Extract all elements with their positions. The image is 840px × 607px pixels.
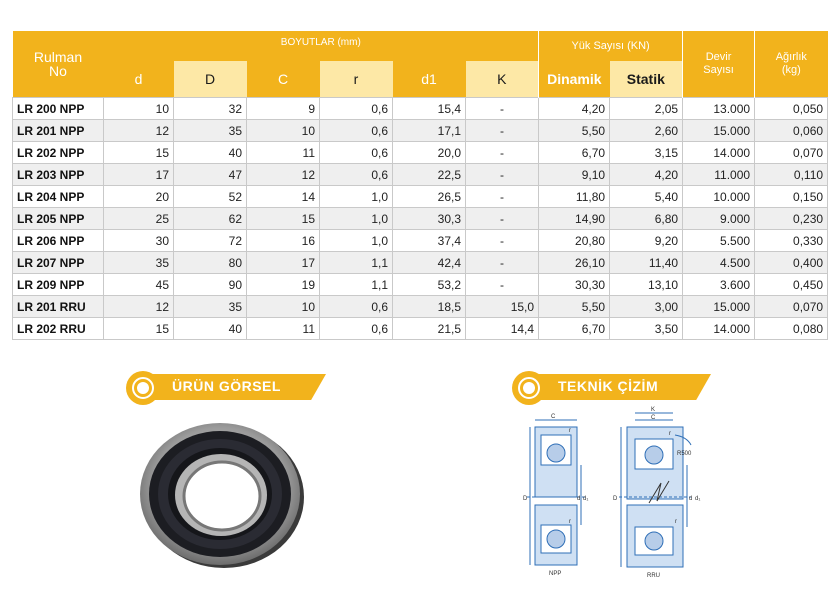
cell-stat: 3,00 bbox=[610, 296, 683, 318]
cell-d1: 21,5 bbox=[393, 318, 466, 340]
cell-d: 45 bbox=[104, 274, 174, 296]
bearing-code: LR 201 NPP bbox=[13, 120, 104, 142]
drawing-label-d1-npp: d₁ bbox=[583, 496, 589, 502]
cell-agirlik: 0,060 bbox=[755, 120, 828, 142]
cell-d1: 26,5 bbox=[393, 186, 466, 208]
header-col-d1: d1 bbox=[393, 61, 466, 98]
cell-K: - bbox=[466, 98, 539, 120]
drawing-label-r-npp: r bbox=[569, 428, 571, 434]
cell-d1: 37,4 bbox=[393, 230, 466, 252]
bearing-code: LR 200 NPP bbox=[13, 98, 104, 120]
header-rulman-no: Rulman No bbox=[13, 31, 104, 98]
cell-din: 4,20 bbox=[539, 98, 610, 120]
cell-din: 5,50 bbox=[539, 120, 610, 142]
cell-devir: 9.000 bbox=[683, 208, 755, 230]
cell-r: 0,6 bbox=[320, 142, 393, 164]
bearing-logo-icon bbox=[126, 371, 160, 405]
bearing-spec-table bbox=[12, 31, 828, 340]
table-row bbox=[13, 98, 828, 120]
cell-d1: 15,4 bbox=[393, 98, 466, 120]
cell-r: 0,6 bbox=[320, 318, 393, 340]
cell-din: 14,90 bbox=[539, 208, 610, 230]
cell-devir: 14.000 bbox=[683, 318, 755, 340]
cell-d1: 53,2 bbox=[393, 274, 466, 296]
table-row bbox=[13, 296, 828, 318]
cell-r: 1,0 bbox=[320, 208, 393, 230]
bearing-code: LR 203 NPP bbox=[13, 164, 104, 186]
cell-K: 14,4 bbox=[466, 318, 539, 340]
cell-d1: 17,1 bbox=[393, 120, 466, 142]
cell-D: 35 bbox=[174, 296, 247, 318]
cell-d1: 18,5 bbox=[393, 296, 466, 318]
cell-devir: 11.000 bbox=[683, 164, 755, 186]
table-row bbox=[13, 186, 828, 208]
header-col-r: r bbox=[320, 61, 393, 98]
bearing-code: LR 209 NPP bbox=[13, 274, 104, 296]
cell-K: - bbox=[466, 274, 539, 296]
cell-devir: 4.500 bbox=[683, 252, 755, 274]
cell-agirlik: 0,330 bbox=[755, 230, 828, 252]
cell-C: 10 bbox=[247, 120, 320, 142]
cell-d: 12 bbox=[104, 296, 174, 318]
cell-r: 0,6 bbox=[320, 164, 393, 186]
cell-stat: 4,20 bbox=[610, 164, 683, 186]
cell-agirlik: 0,070 bbox=[755, 296, 828, 318]
cell-D: 80 bbox=[174, 252, 247, 274]
cell-C: 10 bbox=[247, 296, 320, 318]
drawing-label-c-npp: C bbox=[551, 414, 556, 420]
cell-d: 30 bbox=[104, 230, 174, 252]
drawing-label-d-rru: d bbox=[689, 496, 693, 502]
cell-D: 35 bbox=[174, 120, 247, 142]
drawing-label-r500: R500 bbox=[677, 451, 692, 457]
cell-devir: 14.000 bbox=[683, 142, 755, 164]
cell-devir: 15.000 bbox=[683, 120, 755, 142]
bearing-code: LR 205 NPP bbox=[13, 208, 104, 230]
cell-stat: 13,10 bbox=[610, 274, 683, 296]
cell-stat: 11,40 bbox=[610, 252, 683, 274]
cell-din: 6,70 bbox=[539, 318, 610, 340]
drawing-label-D-npp: D bbox=[523, 496, 528, 502]
cell-C: 12 bbox=[247, 164, 320, 186]
cell-D: 52 bbox=[174, 186, 247, 208]
cell-devir: 10.000 bbox=[683, 186, 755, 208]
table-row bbox=[13, 252, 828, 274]
cell-C: 11 bbox=[247, 318, 320, 340]
urun-gorsel-title: ÜRÜN GÖRSEL bbox=[172, 378, 281, 394]
drawing-label-r-rru-bottom: r bbox=[675, 519, 677, 525]
table-row bbox=[13, 142, 828, 164]
bearing-spec-table-wrapper bbox=[12, 31, 828, 340]
cell-r: 0,6 bbox=[320, 120, 393, 142]
cell-C: 16 bbox=[247, 230, 320, 252]
technical-drawing bbox=[515, 405, 715, 580]
cell-d1: 30,3 bbox=[393, 208, 466, 230]
header-col-K: K bbox=[466, 61, 539, 98]
header-yuk-sayisi: Yük Sayısı (KN) bbox=[539, 31, 683, 61]
cell-agirlik: 0,450 bbox=[755, 274, 828, 296]
cell-K: - bbox=[466, 230, 539, 252]
header-boyutlar: BOYUTLAR (mm) bbox=[104, 31, 539, 61]
drawing-label-d1-rru: d₁ bbox=[695, 496, 701, 502]
teknik-cizim-badge bbox=[512, 371, 712, 401]
header-statik: Statik bbox=[610, 61, 683, 98]
cell-r: 1,1 bbox=[320, 274, 393, 296]
header-devir-sayisi: Devir Sayısı bbox=[683, 31, 755, 98]
cell-d: 20 bbox=[104, 186, 174, 208]
cell-d: 15 bbox=[104, 142, 174, 164]
cell-d1: 42,4 bbox=[393, 252, 466, 274]
cell-agirlik: 0,050 bbox=[755, 98, 828, 120]
cell-d: 12 bbox=[104, 120, 174, 142]
cell-devir: 13.000 bbox=[683, 98, 755, 120]
table-row bbox=[13, 120, 828, 142]
cell-D: 40 bbox=[174, 142, 247, 164]
cell-K: - bbox=[466, 186, 539, 208]
cell-agirlik: 0,230 bbox=[755, 208, 828, 230]
cell-r: 1,1 bbox=[320, 252, 393, 274]
cell-stat: 5,40 bbox=[610, 186, 683, 208]
cell-stat: 6,80 bbox=[610, 208, 683, 230]
cell-agirlik: 0,400 bbox=[755, 252, 828, 274]
cell-K: 15,0 bbox=[466, 296, 539, 318]
cell-d: 25 bbox=[104, 208, 174, 230]
cell-din: 6,70 bbox=[539, 142, 610, 164]
bearing-code: LR 201 RRU bbox=[13, 296, 104, 318]
cell-d: 15 bbox=[104, 318, 174, 340]
cell-stat: 9,20 bbox=[610, 230, 683, 252]
header-agirlik: Ağırlık (kg) bbox=[755, 31, 828, 98]
drawing-caption-rru: RRU bbox=[647, 573, 660, 579]
bearing-product-image bbox=[136, 420, 308, 568]
cell-devir: 15.000 bbox=[683, 296, 755, 318]
bearing-spec-rows bbox=[13, 98, 828, 340]
cell-C: 11 bbox=[247, 142, 320, 164]
cell-d1: 20,0 bbox=[393, 142, 466, 164]
cell-agirlik: 0,080 bbox=[755, 318, 828, 340]
cell-D: 47 bbox=[174, 164, 247, 186]
drawing-label-c-rru: C bbox=[651, 415, 656, 421]
bearing-code: LR 207 NPP bbox=[13, 252, 104, 274]
bearing-code: LR 202 NPP bbox=[13, 142, 104, 164]
table-row bbox=[13, 208, 828, 230]
table-row bbox=[13, 274, 828, 296]
bearing-logo-icon bbox=[512, 371, 546, 405]
cell-K: - bbox=[466, 164, 539, 186]
drawing-label-D-rru: D bbox=[613, 496, 618, 502]
cell-r: 0,6 bbox=[320, 296, 393, 318]
cell-K: - bbox=[466, 208, 539, 230]
urun-gorsel-badge bbox=[126, 371, 326, 401]
drawing-label-r-npp-bottom: r bbox=[569, 519, 571, 525]
cell-D: 62 bbox=[174, 208, 247, 230]
cell-stat: 2,05 bbox=[610, 98, 683, 120]
cell-stat: 3,15 bbox=[610, 142, 683, 164]
cell-agirlik: 0,150 bbox=[755, 186, 828, 208]
cell-C: 19 bbox=[247, 274, 320, 296]
cell-din: 26,10 bbox=[539, 252, 610, 274]
cell-C: 15 bbox=[247, 208, 320, 230]
drawing-label-d-npp: d bbox=[577, 496, 581, 502]
cell-din: 20,80 bbox=[539, 230, 610, 252]
bearing-code: LR 202 RRU bbox=[13, 318, 104, 340]
table-row bbox=[13, 318, 828, 340]
header-dinamik: Dinamik bbox=[539, 61, 610, 98]
cell-devir: 3.600 bbox=[683, 274, 755, 296]
drawing-label-r-rru: r bbox=[669, 431, 671, 437]
cell-D: 32 bbox=[174, 98, 247, 120]
cell-C: 9 bbox=[247, 98, 320, 120]
header-col-C: C bbox=[247, 61, 320, 98]
bearing-code: LR 206 NPP bbox=[13, 230, 104, 252]
cell-K: - bbox=[466, 120, 539, 142]
cell-K: - bbox=[466, 142, 539, 164]
cell-D: 72 bbox=[174, 230, 247, 252]
cell-d: 17 bbox=[104, 164, 174, 186]
cell-r: 0,6 bbox=[320, 98, 393, 120]
teknik-cizim-title: TEKNİK ÇİZİM bbox=[558, 378, 659, 394]
cell-din: 9,10 bbox=[539, 164, 610, 186]
cell-d: 10 bbox=[104, 98, 174, 120]
cell-D: 40 bbox=[174, 318, 247, 340]
drawing-label-k-rru: K bbox=[651, 407, 656, 413]
cell-agirlik: 0,070 bbox=[755, 142, 828, 164]
cell-din: 11,80 bbox=[539, 186, 610, 208]
header-col-D: D bbox=[174, 61, 247, 98]
cell-K: - bbox=[466, 252, 539, 274]
cell-r: 1,0 bbox=[320, 230, 393, 252]
cell-r: 1,0 bbox=[320, 186, 393, 208]
cell-C: 14 bbox=[247, 186, 320, 208]
cell-D: 90 bbox=[174, 274, 247, 296]
cell-din: 30,30 bbox=[539, 274, 610, 296]
cell-stat: 2,60 bbox=[610, 120, 683, 142]
table-row bbox=[13, 164, 828, 186]
cell-din: 5,50 bbox=[539, 296, 610, 318]
drawing-caption-npp: NPP bbox=[549, 571, 562, 577]
table-row bbox=[13, 230, 828, 252]
cell-devir: 5.500 bbox=[683, 230, 755, 252]
cell-d: 35 bbox=[104, 252, 174, 274]
cell-stat: 3,50 bbox=[610, 318, 683, 340]
cell-d1: 22,5 bbox=[393, 164, 466, 186]
bearing-code: LR 204 NPP bbox=[13, 186, 104, 208]
header-col-d: d bbox=[104, 61, 174, 98]
cell-C: 17 bbox=[247, 252, 320, 274]
cell-agirlik: 0,110 bbox=[755, 164, 828, 186]
